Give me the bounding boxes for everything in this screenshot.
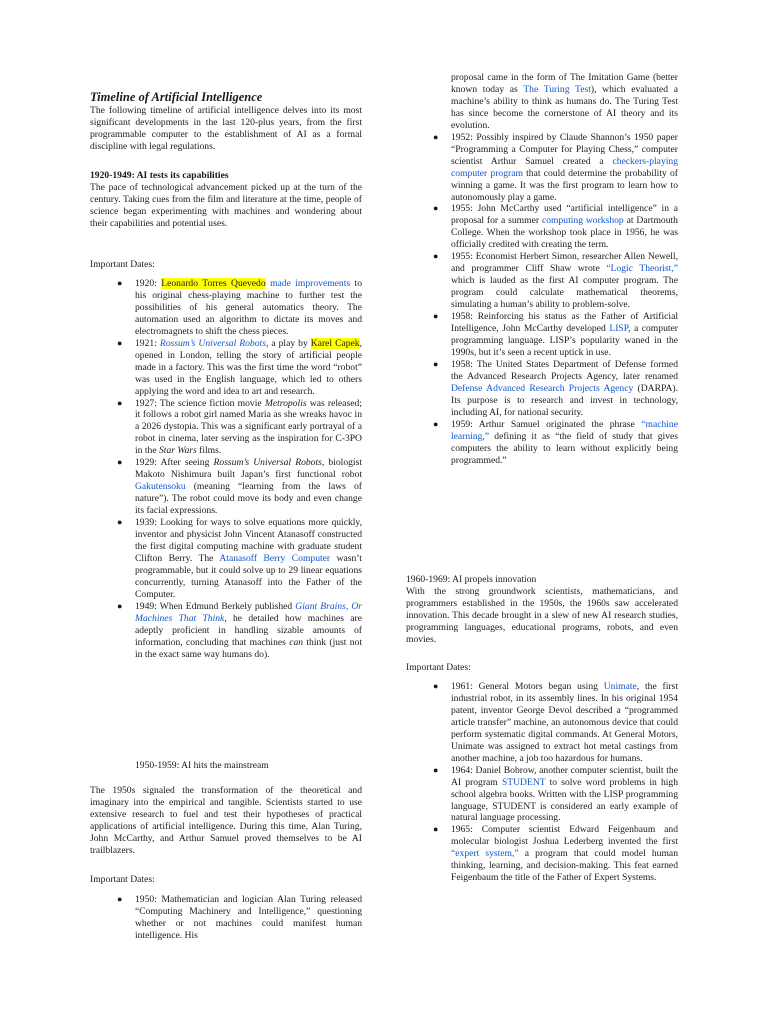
bullet-icon: ● (117, 337, 123, 348)
link[interactable]: The Turing Test (523, 83, 591, 95)
list-item: ● 1964: Daniel Bobrow, another computer scientist, built the AI program STUDENT to solve word problems in high school algebra books. Written with the LISP programming language, STUDENT is considered an early example of natural language processing. (433, 764, 678, 824)
section-heading-1960: 1960-1969: AI propels innovation (406, 574, 537, 585)
dates-list-1950-part1 (90, 894, 362, 942)
intro-paragraph: The following timeline of artificial intelligence delves into its most significant developments in the last 120-plus years, from the first programmable computer to the establishment of AI as a formal discipline with legal regulations. (90, 105, 362, 152)
list-item: ● 1965: Computer scientist Edward Feigenbaum and molecular biologist Joshua Lederberg invented the first “expert system,” a program that could model human thinking, learning, and decision-making. This feat earned Feigenbaum the title of the Father of Expert Systems. (433, 824, 678, 884)
important-dates-label: Important Dates: (90, 259, 155, 270)
link[interactable]: “machine learning,” (451, 418, 678, 442)
bullet-icon: ● (433, 764, 439, 775)
link[interactable]: “Logic Theorist,” (606, 263, 678, 275)
list-item: ● 1952: Possibly inspired by Claude Shannon’s 1950 paper “Programming a Computer for Playing Chess,” computer scientist Arthur Samuel created a checkers-playing computer program that could determine the probability of winning a game. It was the first program to learn how to autonomously play a game. (433, 131, 678, 203)
bullet-icon: ● (433, 681, 439, 691)
bullet-icon: ● (117, 894, 123, 904)
bullet-icon: ● (117, 457, 123, 468)
list-item: ● 1955: Economist Herbert Simon, researcher Allen Newell, and programmer Cliff Shaw wrote “Logic Theorist,” which is lauded as the first AI computer program. The program could calculate mathematical theorems, simulating a human’s ability to problem-solve. (433, 251, 678, 311)
bullet-icon: ● (433, 311, 439, 322)
dates-list-1950-part2 (406, 72, 678, 466)
list-item: ● 1958: Reinforcing his status as the Father of Artificial Intelligence, John McCarthy developed LISP, a computer programming language. LISP’s popularity waned in the 1990s, but it’s seen a recent uptick in use. (433, 311, 678, 358)
link[interactable]: made improvements (270, 278, 351, 289)
link[interactable]: Gakutensoku (135, 481, 186, 493)
bullet-icon: ● (433, 824, 439, 835)
bullet-icon: ● (433, 131, 439, 142)
bullet-icon: ● (117, 600, 123, 611)
link[interactable]: Defense Advanced Research Projects Agency (451, 382, 634, 394)
important-dates-label: Important Dates: (90, 874, 155, 885)
dates-list-1920 (90, 278, 362, 661)
list-item: ● 1959: Arthur Samuel originated the phrase “machine learning,” defining it as “the field of study that gives computers the ability to learn without explicitly being programmed.” (433, 418, 678, 466)
section-paragraph-1950: The 1950s signaled the transformation of the theoretical and imaginary into the empirical and tangible. Scientists started to use extensive research to fuel and test their hypotheses of practical applications of artificial intelligence. During this time, Alan Turing, John McCarthy, and Arthur Samuel proved themselves to be AI trailblazers. (90, 785, 362, 856)
bullet-icon: ● (433, 358, 439, 369)
link[interactable]: Rossum’s Universal Robots (159, 337, 266, 349)
link[interactable]: Atanasoff Berry Computer (219, 552, 331, 564)
bullet-icon: ● (433, 418, 439, 429)
link[interactable]: Giant Brains, Or Machines That Think (135, 600, 363, 624)
list-item: ● 1920: Leonardo Torres Quevedo made improvements to his original chess-playing machine to further test the possibilities of his general automatics theory. The automation used an algorithm to dictate its moves and electromagnets to shift the chess pieces. (117, 278, 362, 337)
list-item-continued: proposal came in the form of The Imitation Game (better known today as The Turing Test), which evaluated a machine’s ability to think as humans do. The Turing Test has since become the cornerstone of AI theory and its evolution. (451, 72, 678, 131)
dates-list-1960 (406, 681, 678, 884)
list-item: ● 1958: The United States Department of Defense formed the Advanced Research Projects Agency, later renamed Defense Advanced Research Projects Agency (DARPA). Its purpose is to research and invest in technology, including AI, for national security. (433, 358, 678, 418)
list-item: ● 1961: General Motors began using Unimate, the first industrial robot, in its assembly lines. In his original 1954 patent, inventor George Devol described a “programmed article transfer” machine, an autonomous device that could perform systematic digital commands. At General Motors, Unimate was assigned to extract hot metal castings from another machine, a job too hazardous for humans. (433, 681, 678, 764)
document-title: Timeline of Artificial Intelligence (90, 90, 263, 104)
link[interactable]: checkers-playing computer program (451, 155, 678, 179)
bullet-icon: ● (117, 397, 123, 408)
list-item: ● 1939: Looking for ways to solve equations more quickly, inventor and physicist John Vincent Atanasoff constructed the first digital computing machine with graduate student Clifton Berry. The Atanasoff Berry Computer wasn’t programmable, but it could solve up to 29 linear equations concurrently, turning Atanasoff into the Father of the Computer. (117, 517, 362, 600)
bullet-icon: ● (433, 203, 439, 214)
section-paragraph-1920: The pace of technological advancement picked up at the turn of the century. Taking cues from the film and literature at the time, people of science began experimenting with machines and wondering about their capabilities and potential uses. (90, 182, 362, 229)
bullet-icon: ● (433, 251, 439, 262)
link[interactable]: computing workshop (541, 215, 624, 227)
link[interactable]: LISP (609, 323, 628, 335)
bullet-icon: ● (117, 278, 123, 288)
link[interactable]: “expert system,” (451, 848, 519, 860)
bullet-icon: ● (117, 517, 123, 528)
highlight: Karel Capek (310, 337, 360, 349)
list-item: ● 1921: Rossum’s Universal Robots, a play by Karel Capek, opened in London, telling the story of artificial people made in a factory. This was the first time the word “robot” was used in the English language, which led to others applying the word and idea to art and research. (117, 337, 362, 397)
highlight: Leonardo Torres Quevedo (161, 278, 266, 289)
list-item: ● 1929: After seeing Rossum’s Universal Robots, biologist Makoto Nishimura built Japan’s first functional robot Gakutensoku (meaning “learning from the laws of nature”). The robot could move its body and even change its facial expressions. (117, 457, 362, 517)
section-heading-1950: 1950-1959: AI hits the mainstream (135, 760, 269, 771)
section-heading-1920: 1920-1949: AI tests its capabilities (90, 170, 229, 181)
important-dates-label: Important Dates: (406, 662, 471, 673)
list-item: ● 1949: When Edmund Berkely published Giant Brains, Or Machines That Think, he detailed how machines are adeptly proficient in handling sizable amounts of information, concluding that machines can think (just not in the exact same way humans do). (117, 600, 363, 660)
list-item: ● 1955: John McCarthy used “artificial intelligence” in a proposal for a summer computing workshop at Dartmouth College. When the workshop took place in 1956, he was officially credited with creating the term. (433, 203, 678, 251)
link[interactable]: Unimate (603, 681, 637, 692)
link[interactable]: STUDENT (501, 776, 546, 788)
list-item: ● 1927: The science fiction movie Metropolis was released; it follows a robot girl named Maria as she wreaks havoc in a 2026 dystopia. This was a significant early portrayal of a robot in cinema, later serving as the inspiration for C-3PO in the Star Wars films. (117, 397, 362, 457)
list-item: ● 1950: Mathematician and logician Alan Turing released “Computing Machinery and Intelligence,” questioning whether or not machines could manifest human intelligence. His (117, 894, 362, 941)
section-paragraph-1960: With the strong groundwork scientists, mathematicians, and programmers established in the 1950s, the 1960s saw accelerated innovation. This decade brought in a slew of new AI research studies, programming languages, educational programs, robots, and even movies. (406, 586, 678, 645)
